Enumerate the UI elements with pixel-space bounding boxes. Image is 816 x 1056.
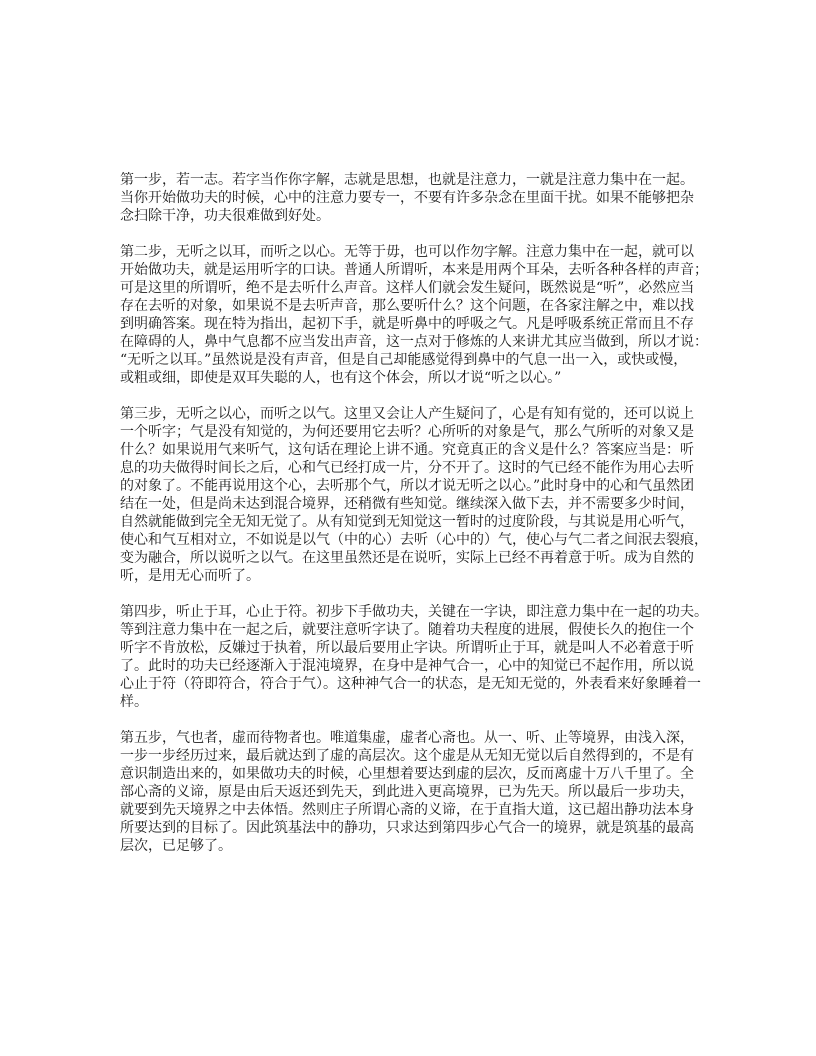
text-line: 第一步，若一志。若字当作你字解，志就是思想，也就是注意力，一就是注意力集中在一起。 [120, 172, 694, 188]
text-line: 使心和气互相对立，不如说是以气（中的心）去听（心中的）气，使心与气二者之间泯去裂痕， [120, 532, 708, 548]
text-line: 变为融合，所以说听之以气。在这里虽然还是在说听，实际上已经不再着意于听。成为自然的 [120, 550, 694, 566]
text-line: 意识制造出来的，如果做功夫的时候，心里想着要达到虚的层次，反而离虚十万八千里了。全 [120, 766, 694, 782]
text-line: 第三步，无听之以心，而听之以气。这里又会让人产生疑问了，心是有知有觉的，还可以说上 [120, 406, 694, 422]
text-line: 心止于符（符即符合，符合于气）。这种神气合一的状态，是无知无觉的，外表看来好象睡着一 [120, 676, 701, 692]
text-line: 息的功夫做得时间长之后，心和气已经打成一片，分不开了。这时的气已经不能作为用心去听 [120, 460, 694, 476]
paragraph-step-4 [120, 603, 708, 711]
text-line: 听，是用无心而听了。 [120, 568, 260, 584]
paragraph-step-1 [120, 171, 700, 225]
text-line: 或粗或细，即使是双耳失聪的人，也有这个体会，所以才说“听之以心。” [120, 370, 562, 386]
paragraph-step-3 [120, 405, 708, 585]
text-line: 一步一步经历过来，最后就达到了虚的高层次。这个虚是从无知无觉以后自然得到的，不是有 [120, 748, 694, 764]
text-line: 自然就能做到完全无知无觉了。从有知觉到无知觉这一暂时的过度阶段，与其说是用心听气， [120, 514, 694, 530]
text-line: 开始做功夫，就是运用听字的口诀。普通人所谓听，本来是用两个耳朵，去听各种各样的声音； [120, 262, 708, 278]
text-line: 就要到先天境界之中去体悟。然则庄子所谓心斋的义谛，在于直指大道，这已超出静功法本身 [120, 802, 694, 818]
text-line: 到明确答案。现在特为指出，起初下手，就是听鼻中的呼吸之气。凡是呼吸系统正常而且不存 [120, 316, 694, 332]
text-line: 一个听字；气是没有知觉的，为何还要用它去听？心所听的对象是气，那么气所听的对象又是 [120, 424, 694, 440]
text-line: 什么？如果说用气来听气，这句话在理论上讲不通。究竟真正的含义是什么？答案应当是：听 [120, 442, 694, 458]
text-line: 样。 [120, 694, 148, 710]
paragraph-step-2 [120, 243, 708, 387]
text-line: 念扫除干净，功夫很难做到好处。 [120, 208, 330, 224]
text-line: “无听之以耳。”虽然说是没有声音，但是自己却能感觉得到鼻中的气息一出一入，或快或慢， [120, 352, 688, 368]
text-line: 第二步，无听之以耳，而听之以心。无等于毋，也可以作勿字解。注意力集中在一起，就可以 [120, 244, 694, 260]
text-line: 结在一处，但是尚未达到混合境界，还稍微有些知觉。继续深入做下去，并不需要多少时间， [120, 496, 694, 512]
text-line: 所要达到的目标了。因此筑基法中的静功，只求达到第四步心气合一的境界，就是筑基的最高 [120, 820, 694, 836]
text-line: 了。此时的功夫已经逐渐入于混沌境界，在身中是神气合一，心中的知觉已不起作用，所以说 [120, 658, 694, 674]
text-line: 部心斋的义谛，原是由后天返还到先天，到此进入更高境界，已为先天。所以最后一步功夫， [120, 784, 694, 800]
text-line: 的对象了。不能再说用这个心，去听那个气，所以才说无听之以心。”此时身中的心和气虽然团 [120, 478, 695, 494]
text-line: 当你开始做功夫的时候，心中的注意力要专一，不要有许多杂念在里面干扰。如果不能够把杂 [120, 190, 694, 206]
document-page [120, 171, 708, 873]
text-line: 层次，已足够了。 [120, 838, 232, 854]
text-line: 可是这里的所谓听，绝不是去听什么声音。这样人们就会发生疑问，既然说是“听”，必然应当 [120, 280, 695, 296]
text-line: 等到注意力集中在一起之后，就要注意听字诀了。随着功夫程度的进展，假使长久的抱住一个 [120, 622, 694, 638]
text-line: 第五步，气也者，虚而待物者也。唯道集虚，虚者心斋也。从一、听、止等境界，由浅入深， [120, 730, 694, 746]
paragraph-step-5 [120, 729, 700, 855]
text-line: 在障碍的人，鼻中气息都不应当发出声音，这一点对于修炼的人来讲尤其应当做到，所以才说： [120, 334, 708, 350]
text-line: 听字不肯放松，反嫌过于执着，所以最后要用止字诀。所谓听止于耳，就是叫人不必着意于听 [120, 640, 694, 656]
text-line: 存在去听的对象，如果说不是去听声音，那么要听什么？这个问题，在各家注解之中，难以找 [120, 298, 694, 314]
text-line: 第四步，听止于耳，心止于符。初步下手做功夫，关键在一字诀，即注意力集中在一起的功夫。 [120, 604, 708, 620]
